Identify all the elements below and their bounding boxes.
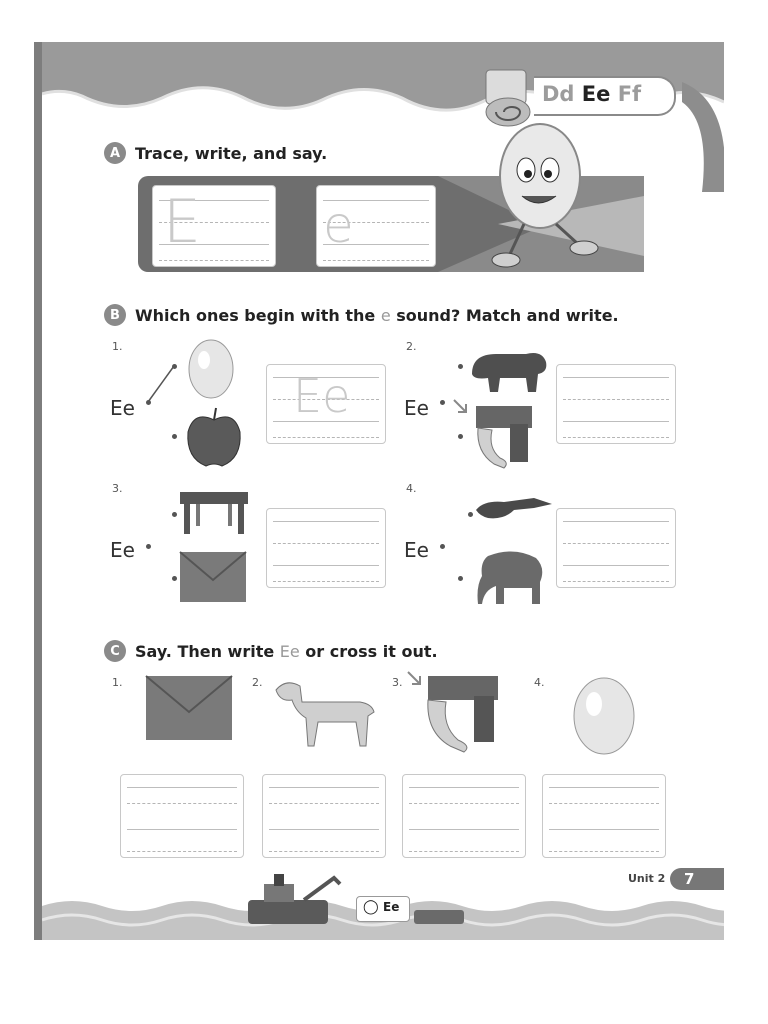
trace-letter-upper: E (163, 187, 201, 257)
b-item-3-label: Ee (110, 538, 135, 562)
trace-letter-lower: e (323, 196, 354, 254)
b-item-2-dot-elbow[interactable] (458, 434, 463, 439)
section-b-instruction (135, 306, 619, 325)
envelope-image (178, 550, 248, 604)
boat-label (356, 896, 410, 922)
c-egg-image (570, 674, 638, 756)
b-item-4-dot-elephant[interactable] (458, 576, 463, 581)
apple-image (184, 406, 244, 470)
section-c-instruction-letter: Ee (279, 642, 300, 661)
section-b-instruction-pre: Which ones begin with the (135, 306, 381, 325)
section-c-instruction-post: or cross it out. (299, 642, 438, 661)
b-item-2-write-box[interactable] (556, 364, 676, 444)
b-item-3-dot-envelope[interactable] (172, 576, 177, 581)
c-item-2-number: 2. (252, 676, 263, 689)
egg-character-image (474, 114, 604, 274)
b-item-3-number: 3. (112, 482, 123, 495)
letters-dd: Dd (542, 82, 575, 106)
unit-label: Unit 2 (628, 872, 666, 885)
table-image (176, 488, 252, 538)
b-item-4-write-box[interactable] (556, 508, 676, 588)
section-c-badge: C (104, 640, 126, 662)
c-item-4-number: 4. (534, 676, 545, 689)
b-item-2-dot-bear[interactable] (458, 364, 463, 369)
section-a-badge: A (104, 142, 126, 164)
b-item-1-write-box[interactable] (266, 364, 386, 444)
b-item-3-match-dot[interactable] (146, 544, 151, 549)
c-item-3-number: 3. (392, 676, 403, 689)
letters-ff: Ff (617, 82, 642, 106)
c-item-4-write-box[interactable] (542, 774, 666, 858)
section-b-instruction-letter: e (380, 306, 391, 325)
b-item-1-answer: Ee (293, 369, 351, 423)
trace-box-lower[interactable] (316, 185, 436, 267)
section-b-instruction-post: sound? Match and write. (390, 306, 619, 325)
b-item-1-dot-apple[interactable] (172, 434, 177, 439)
b-item-4-dot-crocodile[interactable] (468, 512, 473, 517)
b-item-1-match-line (146, 362, 176, 404)
boat-label-text: Ee (383, 900, 400, 914)
b-item-1-number: 1. (112, 340, 123, 353)
workbook-page (34, 42, 724, 940)
section-a-instruction: Trace, write, and say. (135, 144, 328, 163)
page-spine (34, 42, 42, 940)
trace-box-upper[interactable] (152, 185, 276, 267)
elephant-image (474, 546, 550, 610)
b-item-3-write-box[interactable] (266, 508, 386, 588)
b-item-2-match-dot[interactable] (440, 400, 445, 405)
b-item-1-label: Ee (110, 396, 135, 420)
b-item-4-number: 4. (406, 482, 417, 495)
c-item-2-write-box[interactable] (262, 774, 386, 858)
arrow-icon (452, 398, 472, 416)
b-item-4-match-dot[interactable] (440, 544, 445, 549)
c-envelope-image (144, 674, 234, 742)
b-item-4-label: Ee (404, 538, 429, 562)
page-number: 7 (684, 870, 695, 888)
small-egg-icon: ◯ (363, 899, 379, 915)
header-letter-label (534, 76, 676, 116)
b-item-1-dot-egg[interactable] (172, 364, 177, 369)
b-item-2-label: Ee (404, 396, 429, 420)
letters-ee: Ee (581, 82, 611, 106)
c-item-1-write-box[interactable] (120, 774, 244, 858)
elbow-image (470, 404, 536, 472)
crocodile-image (474, 490, 554, 530)
c-elbow-image (418, 674, 504, 756)
b-item-2-number: 2. (406, 340, 417, 353)
c-item-1-number: 1. (112, 676, 123, 689)
section-c-instruction (135, 642, 438, 661)
bear-image (466, 344, 550, 398)
page-number-tab (670, 868, 724, 890)
c-item-3-write-box[interactable] (402, 774, 526, 858)
section-c-instruction-pre: Say. Then write (135, 642, 280, 661)
section-b-badge: B (104, 304, 126, 326)
curtain-header (42, 42, 724, 192)
egg-image (186, 338, 236, 400)
dog-image (270, 672, 380, 752)
